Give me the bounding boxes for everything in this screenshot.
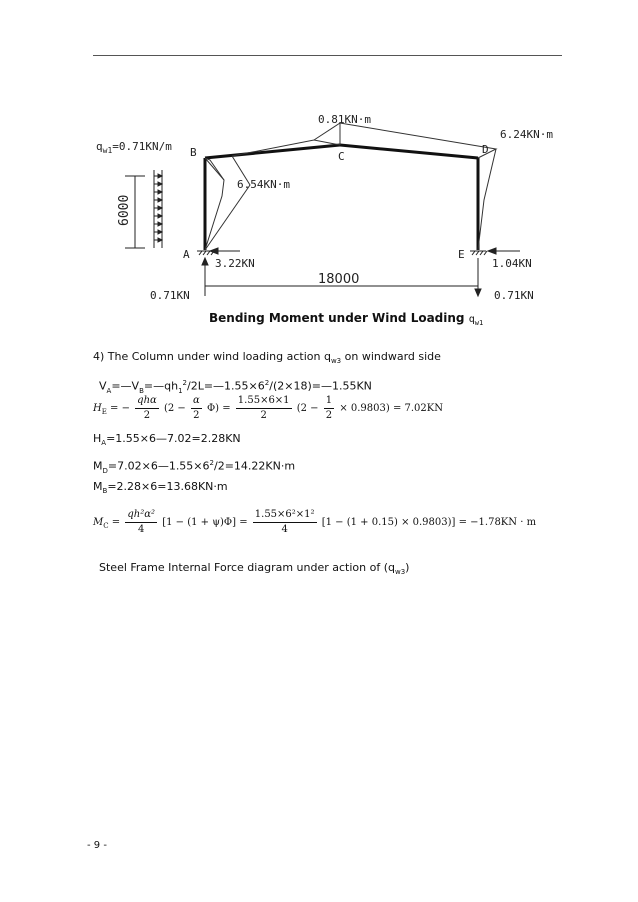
- span-dim-label: 18000: [318, 272, 360, 287]
- wind-arrow-head: [158, 222, 162, 226]
- node-b-label: B: [190, 146, 197, 159]
- wind-arrow-head: [158, 206, 162, 210]
- horiz-a-label: 3.22KN: [215, 257, 255, 270]
- wind-arrow-head: [158, 198, 162, 202]
- wind-arrow-head: [158, 214, 162, 218]
- bending-moment-figure: [0, 0, 638, 340]
- node-e-label: E: [458, 248, 465, 261]
- node-c-label: C: [338, 150, 345, 163]
- va-line: $V_A=—V_B=—qh_1^2/2L=—1.55\times 6^2/(2\times 18)=—1.55KN$: [99, 379, 372, 395]
- mc-equation: $M_C$ = $\frac{\text{qh²α²}}{4}$ [1 − (1 + ψ)Φ] = $\frac{\text{1.55×6²×1²}}{4}$ [1 − (1 + 0.15) × 0.9803)] = −1.78KN · m: [93, 509, 537, 535]
- load-label: $q_{w1}=0.71KN/m$: [96, 140, 172, 155]
- wind-load-arrows: [154, 170, 162, 248]
- node-a-label: A: [183, 248, 190, 261]
- wind-arrow-head: [158, 238, 162, 242]
- moment-d-label: 6.24KN·m: [500, 128, 553, 141]
- vert-e-label: 0.71KN: [494, 289, 534, 302]
- vert-a-label: 0.71KN: [150, 289, 190, 302]
- moment-b-label: 6.54KN·m: [237, 178, 290, 191]
- section-heading: 4) The Column under wind loading action $q_{w3}$ on windward side: [93, 350, 441, 366]
- horiz-e-label: 1.04KN: [492, 257, 532, 270]
- footer-caption: Steel Frame Internal Force diagram under action of $(q_{w3})$: [99, 561, 410, 577]
- wind-arrow-head: [158, 174, 162, 178]
- wind-arrow-head: [158, 190, 162, 194]
- page-number: - 9 -: [87, 840, 107, 851]
- node-d-label: D: [482, 143, 489, 156]
- wind-arrow-head: [158, 182, 162, 186]
- wind-arrow-head: [158, 230, 162, 234]
- moment-c-label: 0.81KN·m: [318, 113, 371, 126]
- he-equation: $H_E$ = − $\frac{\text{qhα}}{2}$ (2 − $\frac{\alpha}{2}$ Φ) = $\frac{1.55\times 6\times 1}{2}$ (2 − $\frac{1}{2}$ × 0.9803) = 7.02KN: [93, 395, 443, 421]
- figure-caption: Bending Moment under Wind Loading $q_{w1}$: [209, 311, 484, 327]
- ha-line: $H_A=1.55\times 6—7.02=2.28KN$: [93, 432, 241, 448]
- height-dim-label: 6000: [117, 194, 132, 226]
- md-line: $M_D=7.02\times 6—1.55\times 6^2/2=14.22KN\cdot m$: [93, 459, 296, 475]
- support-e: [470, 251, 487, 255]
- mb-line: $M_B=2.28\times 6=13.68KN\cdot m$: [93, 480, 228, 496]
